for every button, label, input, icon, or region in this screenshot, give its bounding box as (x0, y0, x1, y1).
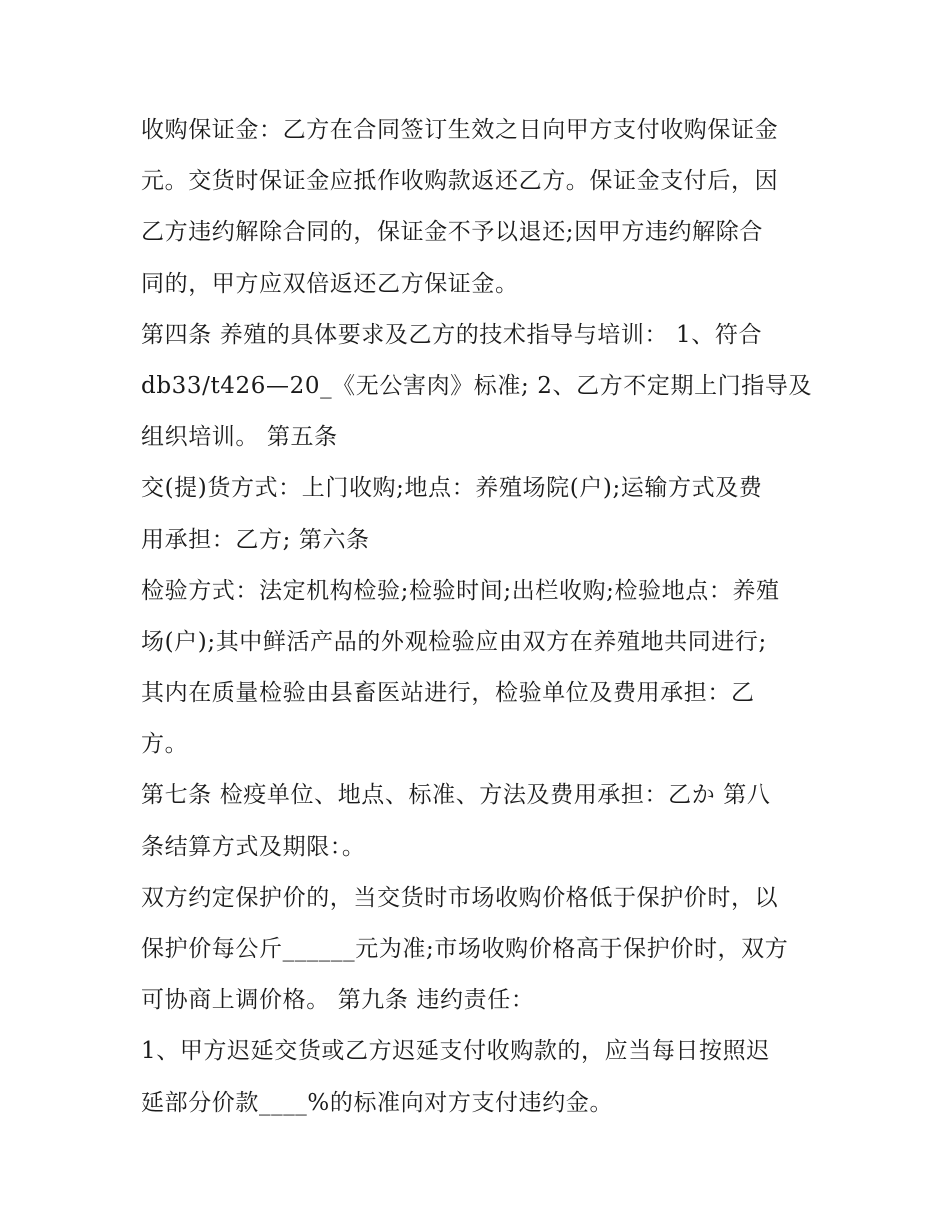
text-line: 场(户);其中鲜活产品的外观检验应由双方在养殖地共同进行; (141, 628, 767, 655)
text-line: 可协商上调价格。 第九条 违约责任： (141, 987, 535, 1014)
text-line: 延部分价款____%的标准向对方支付违约金。 (141, 1089, 614, 1116)
text-line: 交(提)货方式：上门收购;地点：养殖场院(户);运输方式及费 (141, 475, 763, 502)
text-line: 双方约定保护价的，当交货时市场收购价格低于保护价时，以 (141, 884, 779, 911)
text-line: 同的，甲方应双倍返还乙方保证金。 (141, 270, 519, 297)
text-line: db33/t426—20_《无公害肉》标准; 2、乙方不定期上门指导及 (141, 372, 813, 399)
text-line: 检验方式：法定机构检验;检验时间;出栏收购;检验地点：养殖 (141, 577, 780, 604)
text-line: 保护价每公斤______元为准;市场收购价格高于保护价时，双方 (141, 936, 789, 962)
text-line: 1、甲方迟延交货或乙方迟延支付收购款的，应当每日按照迟 (141, 1038, 770, 1065)
text-line: 方。 (141, 731, 189, 758)
text-line: 其内在质量检验由县畜医站进行，检验单位及费用承担：乙 (141, 680, 755, 707)
text-line: 乙方违约解除合同的，保证金不予以退还;因甲方违约解除合 (141, 219, 763, 246)
text-line: 条结算方式及期限：。 (141, 833, 366, 860)
text-line: 第四条 养殖的具体要求及乙方的技术指导与培训： 1、符合 (141, 321, 763, 348)
text-line: 第七条 检疫单位、地点、标准、方法及费用承担：乙か 第八 (141, 782, 771, 809)
text-line: 收购保证金：乙方在合同签订生效之日向甲方支付收购保证金 (141, 117, 779, 143)
text-line: 用承担：乙方; 第六条 (141, 526, 370, 553)
document-body (141, 105, 821, 1129)
text-line: 元。交货时保证金应抵作收购款返还乙方。保证金支付后，因 (141, 168, 779, 195)
text-line: 组织培训。 第五条 (141, 424, 338, 451)
